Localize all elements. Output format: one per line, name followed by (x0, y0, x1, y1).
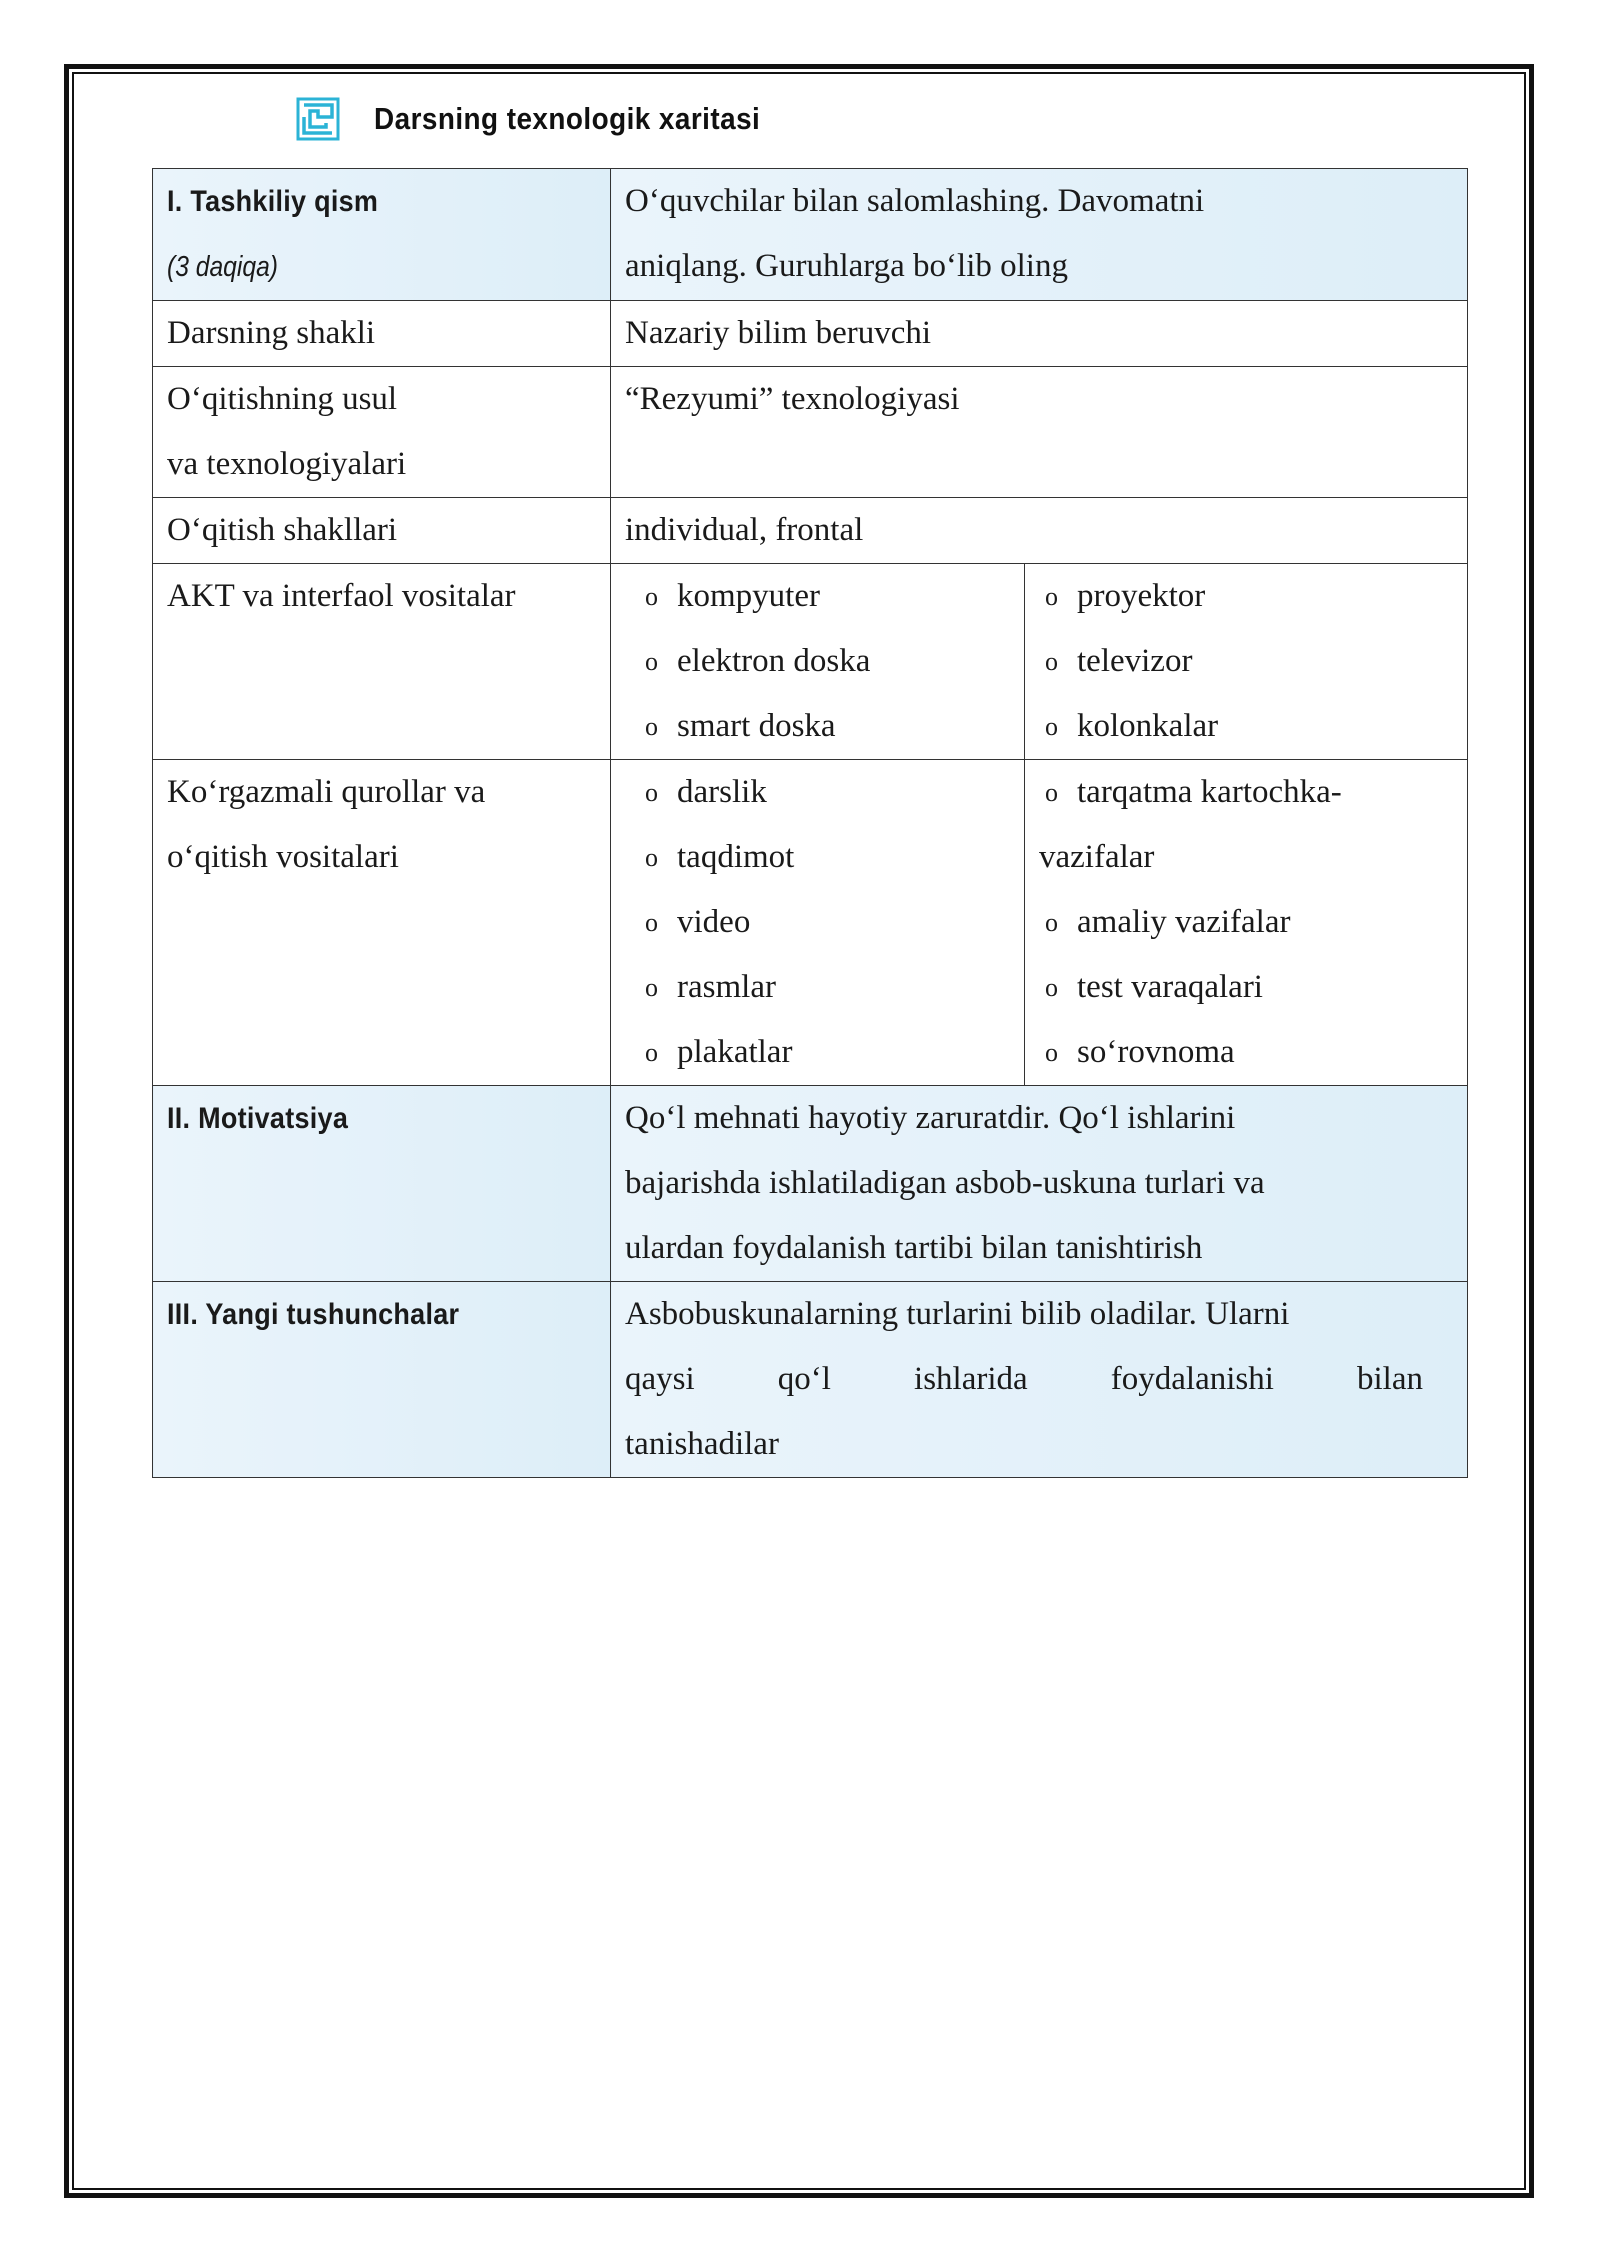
text-line: Qo‘l mehnati hayotiy zaruratdir. Qo‘l ishlarini (625, 1100, 1236, 1136)
table-row-teaching-forms (153, 498, 1468, 564)
label-cell (153, 1086, 611, 1282)
list-column-left (625, 564, 1025, 759)
list-item-continuation: vazifalar (1039, 839, 1155, 875)
list-item: o kompyuter (645, 578, 820, 614)
text-line: qaysi qo‘l ishlarida foydalanishi bilan (625, 1361, 1423, 1397)
list-item: o smart doska (645, 708, 836, 744)
list-item: o televizor (1045, 643, 1193, 679)
table-row-motivation (153, 1086, 1468, 1282)
text-line: o‘qitish vositalari (167, 839, 399, 875)
list-item: o plakatlar (645, 1034, 793, 1070)
text-line: tanishadilar (625, 1426, 779, 1462)
label-cell (153, 367, 611, 498)
section-heading: II. Motivatsiya (167, 1102, 349, 1135)
text-line: Ko‘rgazmali qurollar va (167, 774, 486, 810)
label-cell: O‘qitish shakllari (153, 498, 611, 564)
list-item: o taqdimot (645, 839, 795, 875)
list-item: o darslik (645, 774, 767, 810)
label-cell (153, 760, 611, 1086)
text-line: aniqlang. Guruhlarga bo‘lib oling (625, 248, 1068, 284)
lesson-technology-map-table (152, 168, 1468, 1478)
list-column-right (1025, 564, 1453, 759)
text-line: bajarishda ishlatiladigan asbob-uskuna turlari va (625, 1165, 1265, 1201)
value-cell (611, 564, 1468, 760)
label-cell (153, 169, 611, 301)
duration-note: (3 daqiqa) (167, 251, 279, 283)
list-column-right (1025, 760, 1453, 1085)
table-row-ict-tools (153, 564, 1468, 760)
list-item: o rasmlar (645, 969, 776, 1005)
table-row-organizational (153, 169, 1468, 301)
table-row-lesson-form (153, 301, 1468, 367)
list-item: o video (645, 904, 751, 940)
value-cell: individual, frontal (611, 498, 1468, 564)
document-title-row (296, 94, 803, 144)
list-item: o elektron doska (645, 643, 871, 679)
list-item: o kolonkalar (1045, 708, 1219, 744)
text-line: O‘quvchilar bilan salomlashing. Davomatni (625, 183, 1205, 219)
list-item: o so‘rovnoma (1045, 1034, 1235, 1070)
label-cell: Darsning shakli (153, 301, 611, 367)
value-cell: “Rezyumi” texnologiyasi (611, 367, 1468, 498)
section-heading: III. Yangi tushunchalar (167, 1298, 460, 1331)
value-cell (611, 1086, 1468, 1282)
value-cell (611, 169, 1468, 301)
table-row-new-concepts (153, 1282, 1468, 1478)
label-cell: AKT va interfaol vositalar (153, 564, 611, 760)
label-cell (153, 1282, 611, 1478)
text-line: va texnologiyalari (167, 446, 407, 482)
section-heading: I. Tashkiliy qism (167, 185, 379, 218)
value-cell: Nazariy bilim beruvchi (611, 301, 1468, 367)
text-line: Asbobuskunalarning turlarini bilib oladilar. Ularni (625, 1296, 1290, 1332)
list-item: o amaliy vazifalar (1045, 904, 1291, 940)
table-row-visual-aids (153, 760, 1468, 1086)
text-line: ulardan foydalanish tartibi bilan tanishtirish (625, 1230, 1203, 1266)
document-title: Darsning texnologik xaritasi (374, 101, 761, 136)
list-column-left (625, 760, 1025, 1085)
value-cell (611, 760, 1468, 1086)
list-item: o proyektor (1045, 578, 1206, 614)
maze-icon (296, 97, 340, 141)
table-row-methods (153, 367, 1468, 498)
list-item: o test varaqalari (1045, 969, 1263, 1005)
value-cell (611, 1282, 1468, 1478)
text-line: O‘qitishning usul (167, 381, 398, 417)
list-item: o tarqatma kartochka- (1045, 774, 1342, 810)
